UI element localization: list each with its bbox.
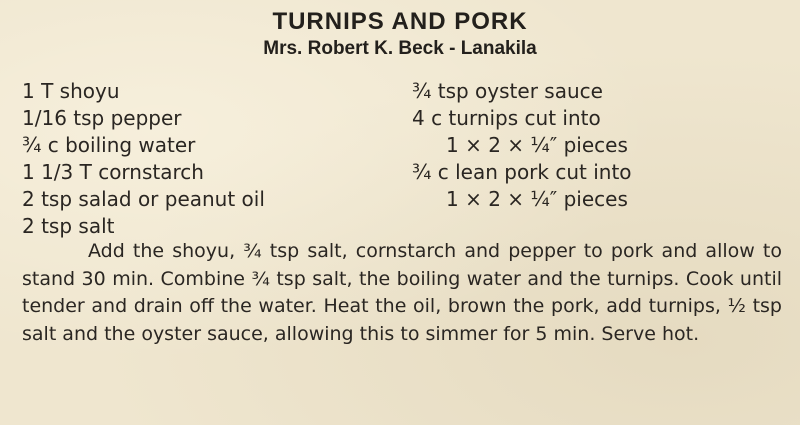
ingredient-line: ¾ c lean pork cut into: [412, 160, 632, 184]
ingredients-right-column: [412, 78, 792, 213]
ingredient-line: ¾ c boiling water: [22, 133, 196, 157]
ingredient-line: 2 tsp salt: [22, 214, 115, 238]
ingredient-line: 1 × 2 × ¼″ pieces: [446, 187, 628, 211]
ingredient-line: ¾ tsp oyster sauce: [412, 79, 603, 103]
instructions-paragraph: Add the shoyu, ¾ tsp salt, cornstarch and pepper to pork and allow to stand 30 min. Combine ¾ tsp salt, the boiling water and the turnips. Cook until tender and drain off the water. Heat the oil, brown the pork, add turnips, ½ tsp salt and the oyster sauce, allowing this to simmer for 5 min. Serve hot.: [22, 240, 782, 345]
recipe-title: TURNIPS AND PORK: [272, 8, 528, 35]
ingredient-line: 4 c turnips cut into: [412, 106, 601, 130]
ingredient-line: 1 × 2 × ¼″ pieces: [446, 133, 628, 157]
recipe-author: Mrs. Robert K. Beck - Lanakila: [263, 38, 537, 59]
ingredient-line: 2 tsp salad or peanut oil: [22, 187, 265, 211]
ingredient-line: 1/16 tsp pepper: [22, 106, 182, 130]
ingredient-line: 1 T shoyu: [22, 79, 120, 103]
ingredient-line: 1 1/3 T cornstarch: [22, 160, 204, 184]
ingredients-left-column: [22, 78, 402, 240]
recipe-instructions: [22, 238, 782, 348]
